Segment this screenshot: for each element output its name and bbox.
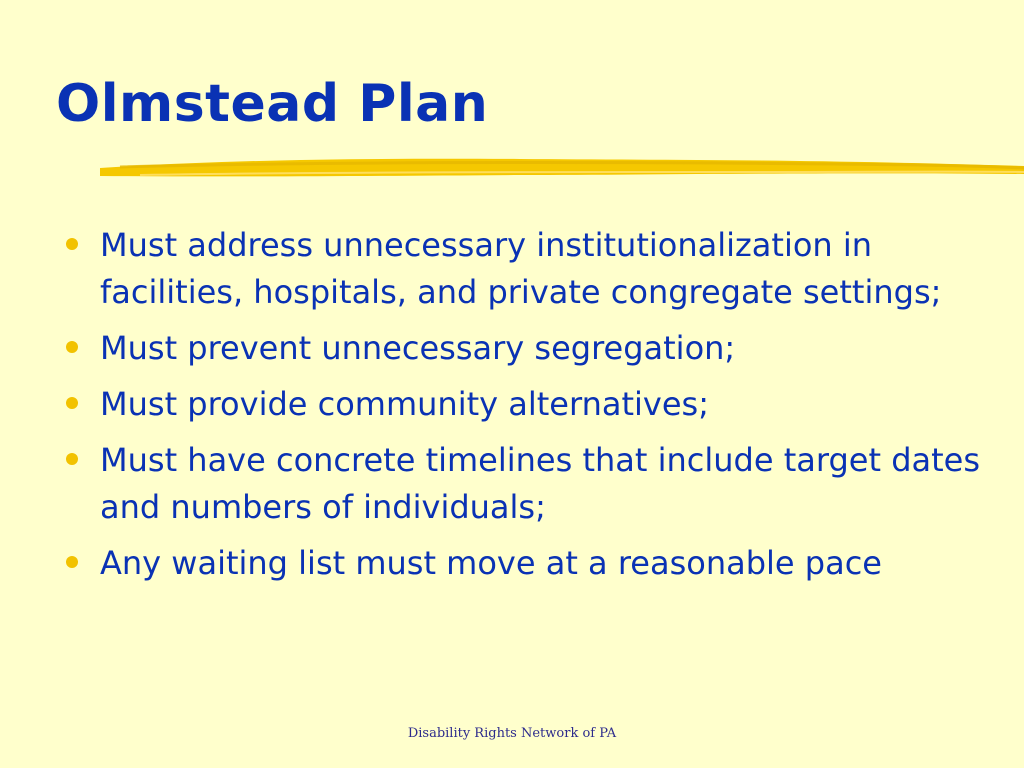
- slide-footer: Disability Rights Network of PA: [407, 726, 617, 741]
- bullet-text: Must have concrete timelines that include target dates and numbers of individuals;: [100, 441, 981, 526]
- bullet-item: [62, 381, 1002, 428]
- bullet-list: [62, 222, 1002, 596]
- bullet-dot-icon: [66, 341, 78, 353]
- brush-stroke-underline: [100, 150, 1024, 186]
- bullet-text: Any waiting list must move at a reasonable pace: [100, 544, 882, 582]
- bullet-text: Must provide community alternatives;: [100, 385, 709, 423]
- bullet-item: [62, 540, 1002, 587]
- bullet-item: [62, 222, 1002, 316]
- bullet-dot-icon: [66, 238, 78, 250]
- bullet-item: [62, 325, 1002, 372]
- bullet-item: [62, 437, 1002, 531]
- slide-title: Olmstead Plan: [56, 74, 489, 134]
- bullet-dot-icon: [66, 556, 78, 568]
- bullet-dot-icon: [66, 453, 78, 465]
- bullet-dot-icon: [66, 397, 78, 409]
- bullet-text: Must prevent unnecessary segregation;: [100, 329, 736, 367]
- bullet-text: Must address unnecessary institutionalization in facilities, hospitals, and private congregate settings;: [100, 226, 942, 311]
